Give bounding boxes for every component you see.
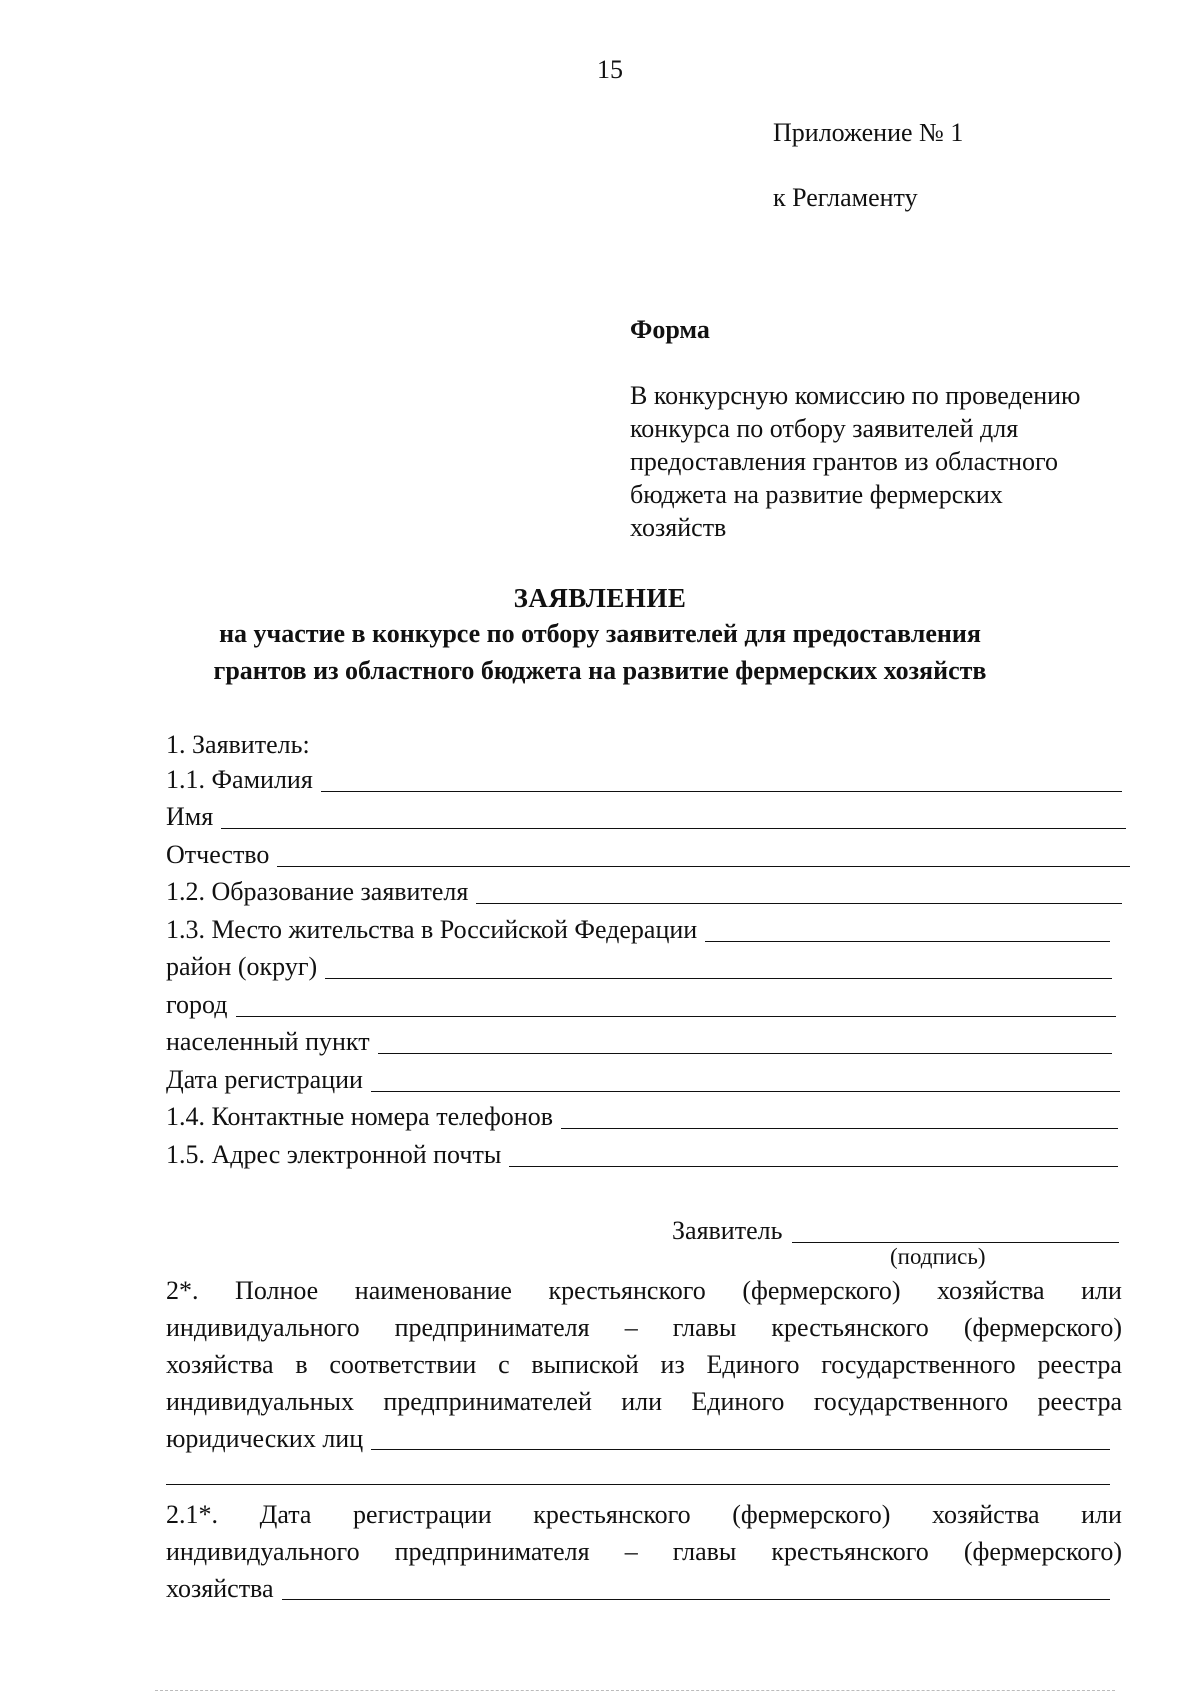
word: – xyxy=(624,1537,638,1566)
signature-caption: (подпись) xyxy=(890,1244,986,1269)
addressee-line: В конкурсную комиссию по проведению xyxy=(630,381,1081,410)
word: или xyxy=(1081,1276,1122,1305)
paragraph-line xyxy=(166,1272,1122,1309)
fill-line[interactable] xyxy=(705,941,1110,942)
word: индивидуального xyxy=(166,1313,360,1342)
page-number: 15 xyxy=(597,55,623,84)
addressee-line: предоставления грантов из областного xyxy=(630,447,1059,476)
addressee-block xyxy=(630,379,1150,544)
word: хозяйства xyxy=(937,1276,1045,1305)
field-label: 1.4. Контактные номера телефонов xyxy=(166,1102,553,1131)
field-label: 1.1. Фамилия xyxy=(166,765,313,794)
document-subtitle-line: грантов из областного бюджета на развитие фермерских хозяйств xyxy=(213,656,987,685)
paragraph-line xyxy=(166,1383,1122,1420)
word: Полное xyxy=(235,1276,319,1305)
form-label: Форма xyxy=(630,315,710,344)
fill-line[interactable] xyxy=(371,1091,1120,1092)
word: Единого xyxy=(706,1350,800,1379)
farm-name-paragraph xyxy=(166,1272,1122,1457)
word: индивидуальных xyxy=(166,1387,355,1416)
email-field[interactable] xyxy=(166,1136,1118,1170)
education-field[interactable] xyxy=(166,873,1122,907)
field-label: юридических лиц xyxy=(166,1424,364,1453)
field-label: 1.2. Образование заявителя xyxy=(166,877,469,906)
fill-line[interactable] xyxy=(378,1053,1112,1054)
paragraph-line xyxy=(166,1496,1122,1533)
paragraph-line xyxy=(166,1346,1122,1383)
field-label: Дата регистрации xyxy=(166,1065,363,1094)
fill-line[interactable] xyxy=(325,978,1112,979)
word: (фермерского) xyxy=(742,1276,901,1305)
surname-field[interactable] xyxy=(166,761,1122,795)
word: наименование xyxy=(354,1276,512,1305)
field-label: Отчество xyxy=(166,840,270,869)
word: или xyxy=(1081,1500,1122,1529)
fill-line[interactable] xyxy=(321,791,1122,792)
fill-line[interactable] xyxy=(476,903,1122,904)
paragraph-line xyxy=(166,1533,1122,1570)
word: главы xyxy=(672,1313,737,1342)
settlement-field[interactable] xyxy=(166,1023,1112,1057)
document-subtitle-line: на участие в конкурсе по отбору заявителей для предоставления xyxy=(219,619,981,648)
signature-label: Заявитель xyxy=(672,1216,783,1245)
word: главы xyxy=(672,1537,737,1566)
word: (фермерского) xyxy=(963,1313,1122,1342)
fill-line[interactable] xyxy=(371,1449,1110,1450)
annex-number: Приложение № 1 xyxy=(773,118,964,147)
word: с xyxy=(498,1350,510,1379)
addressee-line: бюджета на развитие фермерских xyxy=(630,480,1003,509)
page-edge-artifact xyxy=(155,1690,1115,1695)
fill-line-continuation[interactable] xyxy=(166,1484,1110,1485)
word: соответствии xyxy=(329,1350,477,1379)
field-label: населенный пункт xyxy=(166,1027,370,1056)
phone-field[interactable] xyxy=(166,1098,1118,1132)
registration-date-field[interactable] xyxy=(166,1061,1120,1095)
fill-line[interactable] xyxy=(221,828,1126,829)
word: в xyxy=(295,1350,308,1379)
field-label: город xyxy=(166,990,228,1019)
word: (фермерского) xyxy=(963,1537,1122,1566)
signature-line[interactable] xyxy=(792,1242,1119,1243)
first-name-field[interactable] xyxy=(166,798,1126,832)
signature-field[interactable] xyxy=(672,1212,1119,1246)
farm-registration-paragraph xyxy=(166,1496,1122,1607)
annex-reference: к Регламенту xyxy=(773,183,918,212)
applicant-section-heading: 1. Заявитель: xyxy=(166,730,310,759)
farm-name-field[interactable] xyxy=(166,1420,1110,1457)
field-label: район (округ) xyxy=(166,952,318,981)
word: государственного xyxy=(813,1387,1009,1416)
word: Дата xyxy=(259,1500,312,1529)
field-label: 1.3. Место жительства в Российской Федерации xyxy=(166,915,698,944)
document-title: ЗАЯВЛЕНИЕ xyxy=(513,583,687,613)
word: реестра xyxy=(1037,1350,1122,1379)
patronymic-field[interactable] xyxy=(166,836,1130,870)
field-label: хозяйства xyxy=(166,1574,274,1603)
farm-registration-date-field[interactable] xyxy=(166,1570,1110,1607)
word: из xyxy=(660,1350,685,1379)
word: крестьянского xyxy=(533,1500,691,1529)
word: индивидуального xyxy=(166,1537,360,1566)
word: выпиской xyxy=(531,1350,639,1379)
word: – xyxy=(624,1313,638,1342)
word: крестьянского xyxy=(771,1537,929,1566)
word: (фермерского) xyxy=(732,1500,891,1529)
word: предпринимателя xyxy=(394,1313,590,1342)
field-label: Имя xyxy=(166,802,214,831)
word: или xyxy=(621,1387,663,1416)
word: 2*. xyxy=(166,1276,199,1305)
fill-line[interactable] xyxy=(236,1016,1117,1017)
word: крестьянского xyxy=(771,1313,929,1342)
residence-field[interactable] xyxy=(166,911,1110,945)
district-field[interactable] xyxy=(166,948,1112,982)
field-label: 1.5. Адрес электронной почты xyxy=(166,1140,502,1169)
paragraph-line xyxy=(166,1309,1122,1346)
word: крестьянского xyxy=(548,1276,706,1305)
fill-line[interactable] xyxy=(561,1128,1118,1129)
word: хозяйства xyxy=(932,1500,1040,1529)
word: Единого xyxy=(691,1387,785,1416)
word: регистрации xyxy=(353,1500,492,1529)
word: хозяйства xyxy=(166,1350,274,1379)
addressee-line: хозяйств xyxy=(630,513,727,542)
word: предпринимателя xyxy=(394,1537,590,1566)
fill-line[interactable] xyxy=(509,1166,1118,1167)
fill-line[interactable] xyxy=(282,1599,1110,1600)
word: реестра xyxy=(1037,1387,1122,1416)
fill-line[interactable] xyxy=(277,866,1130,867)
word: государственного xyxy=(821,1350,1016,1379)
word: предпринимателей xyxy=(383,1387,592,1416)
addressee-line: конкурса по отбору заявителей для xyxy=(630,414,1019,443)
word: 2.1*. xyxy=(166,1500,218,1529)
city-field[interactable] xyxy=(166,986,1116,1020)
